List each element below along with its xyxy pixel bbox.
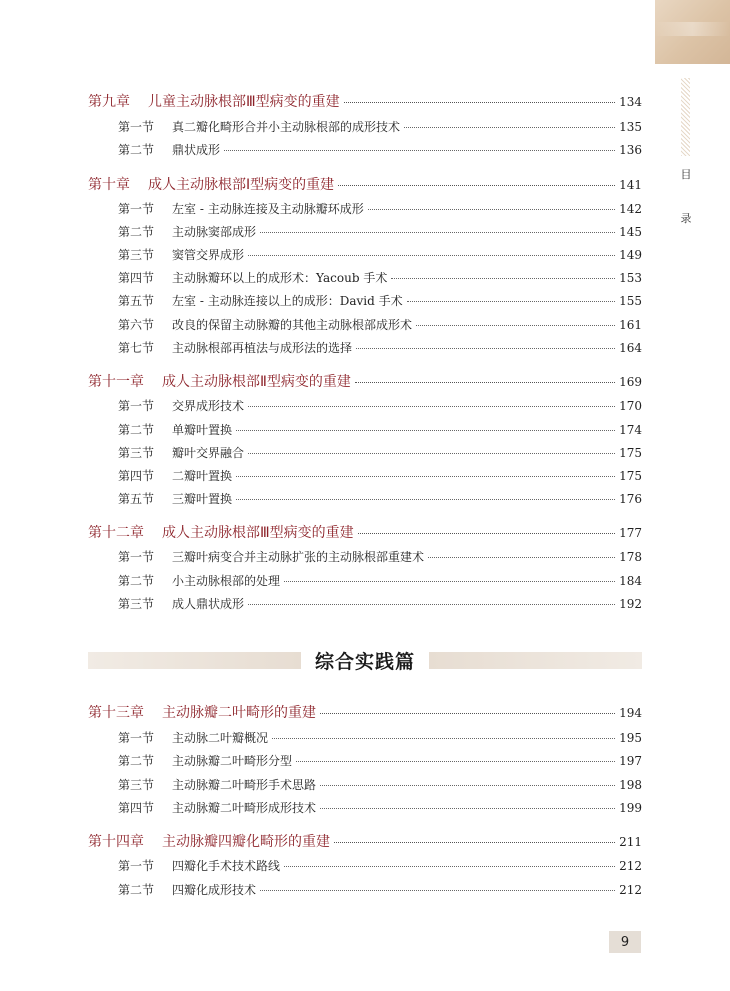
toc-section[interactable] (118, 421, 642, 438)
section-page: 164 (619, 341, 642, 355)
chapter-label: 第十一章 (88, 374, 144, 390)
section-title: 交界成形技术 (172, 399, 245, 413)
section-label: 第三节 (118, 446, 155, 460)
toc-chapter[interactable] (88, 371, 642, 391)
dot-leader (284, 866, 615, 867)
corner-decoration (655, 0, 730, 64)
section-title: 主动脉瓣环以上的成形术：Yacoub 手术 (172, 271, 388, 285)
dot-leader (320, 808, 615, 809)
section-page: 174 (619, 423, 642, 437)
chapter-page: 194 (619, 706, 642, 720)
section-page: 136 (619, 143, 642, 157)
dot-leader (272, 738, 615, 739)
page-number: 9 (609, 931, 641, 953)
section-title: 左室 - 主动脉连接以上的成形：David 手术 (172, 294, 403, 308)
toc-section[interactable] (118, 752, 642, 769)
dot-leader (338, 185, 615, 186)
section-page: 149 (619, 248, 642, 262)
chapter-title: 儿童主动脉根部Ⅲ型病变的重建 (148, 94, 340, 110)
section-title: 窦管交界成形 (172, 248, 245, 262)
dot-leader (416, 325, 615, 326)
dot-leader (248, 604, 615, 605)
chapter-label: 第十四章 (88, 834, 144, 850)
toc-section[interactable] (118, 246, 642, 263)
section-title: 主动脉窦部成形 (172, 225, 257, 239)
section-page: 135 (619, 120, 642, 134)
section-title: 改良的保留主动脉瓣的其他主动脉根部成形术 (172, 318, 413, 332)
toc-section[interactable] (118, 881, 642, 898)
toc-chapter[interactable] (88, 831, 642, 851)
section-page: 198 (619, 778, 642, 792)
part-heading (88, 645, 642, 675)
chapter-page: 169 (619, 375, 642, 389)
section-title: 小主动脉根部的处理 (172, 574, 281, 588)
toc-section[interactable] (118, 548, 642, 565)
side-label-mu: 目 (680, 168, 692, 181)
section-page: 153 (619, 271, 642, 285)
section-label: 第二节 (118, 574, 155, 588)
section-label: 第四节 (118, 469, 155, 483)
section-label: 第五节 (118, 294, 155, 308)
dot-leader (296, 761, 615, 762)
dot-leader (404, 127, 615, 128)
dot-leader (407, 301, 616, 302)
section-label: 第四节 (118, 801, 155, 815)
section-title: 真二瓣化畸形合并小主动脉根部的成形技术 (172, 120, 401, 134)
chapter-title: 主动脉瓣二叶畸形的重建 (162, 705, 316, 721)
dot-leader (355, 382, 615, 383)
dot-leader (248, 453, 615, 454)
side-stripe-decoration (681, 78, 690, 156)
section-label: 第三节 (118, 778, 155, 792)
dot-leader (260, 890, 615, 891)
section-title: 主动脉瓣二叶畸形手术思路 (172, 778, 317, 792)
toc-section[interactable] (118, 857, 642, 874)
toc-section[interactable] (118, 799, 642, 816)
toc-section[interactable] (118, 316, 642, 333)
toc-chapter[interactable] (88, 91, 642, 111)
chapter-label: 第十二章 (88, 525, 144, 541)
section-label: 第三节 (118, 248, 155, 262)
dot-leader (236, 499, 615, 500)
section-label: 第四节 (118, 271, 155, 285)
chapter-page: 134 (619, 95, 642, 109)
chapter-page: 177 (619, 526, 642, 540)
chapter-title: 主动脉瓣四瓣化畸形的重建 (162, 834, 330, 850)
section-page: 195 (619, 731, 642, 745)
dot-leader (248, 406, 615, 407)
section-title: 三瓣叶置换 (172, 492, 233, 506)
part-title: 综合实践篇 (315, 650, 416, 673)
toc-section[interactable] (118, 200, 642, 217)
section-title: 四瓣化手术技术路线 (172, 859, 281, 873)
section-label: 第一节 (118, 120, 155, 134)
toc-section[interactable] (118, 595, 642, 612)
toc-section[interactable] (118, 397, 642, 414)
chapter-title: 成人主动脉根部Ⅱ型病变的重建 (162, 374, 351, 390)
toc-chapter[interactable] (88, 522, 642, 542)
section-label: 第二节 (118, 423, 155, 437)
dot-leader (356, 348, 615, 349)
chapter-page: 211 (619, 835, 642, 849)
toc-section[interactable] (118, 572, 642, 589)
dot-leader (334, 842, 615, 843)
toc-section[interactable] (118, 269, 642, 286)
side-label-lu: 录 (680, 212, 692, 225)
section-title: 主动脉瓣二叶畸形成形技术 (172, 801, 317, 815)
section-label: 第五节 (118, 492, 155, 506)
section-label: 第二节 (118, 754, 155, 768)
toc-section[interactable] (118, 339, 642, 356)
section-label: 第一节 (118, 859, 155, 873)
dot-leader (236, 430, 615, 431)
toc-section[interactable] (118, 118, 642, 135)
toc-section[interactable] (118, 776, 642, 793)
part-heading-bar-right (429, 652, 642, 669)
toc-chapter[interactable] (88, 702, 642, 722)
section-label: 第一节 (118, 399, 155, 413)
section-label: 第一节 (118, 550, 155, 564)
section-title: 主动脉根部再植法与成形法的选择 (172, 341, 353, 355)
dot-leader (224, 150, 615, 151)
section-label: 第二节 (118, 883, 155, 897)
toc-section[interactable] (118, 141, 642, 158)
section-page: 170 (619, 399, 642, 413)
chapter-label: 第九章 (88, 94, 130, 110)
dot-leader (260, 232, 615, 233)
chapter-title: 成人主动脉根部Ⅰ型病变的重建 (148, 177, 335, 193)
toc-section[interactable] (118, 490, 642, 507)
section-title: 鼎状成形 (172, 143, 221, 157)
section-page: 175 (619, 469, 642, 483)
section-page: 145 (619, 225, 642, 239)
section-title: 单瓣叶置换 (172, 423, 233, 437)
dot-leader (236, 476, 615, 477)
dot-leader (428, 557, 615, 558)
section-page: 178 (619, 550, 642, 564)
dot-leader (344, 102, 615, 103)
chapter-label: 第十三章 (88, 705, 144, 721)
section-label: 第二节 (118, 225, 155, 239)
section-page: 212 (619, 883, 642, 897)
section-label: 第二节 (118, 143, 155, 157)
chapter-label: 第十章 (88, 177, 130, 193)
section-page: 199 (619, 801, 642, 815)
section-title: 四瓣化成形技术 (172, 883, 257, 897)
dot-leader (284, 581, 615, 582)
part-heading-bar-left (88, 652, 301, 669)
dot-leader (358, 533, 615, 534)
section-label: 第六节 (118, 318, 155, 332)
section-page: 197 (619, 754, 642, 768)
section-title: 瓣叶交界融合 (172, 446, 245, 460)
dot-leader (391, 278, 615, 279)
chapter-title: 成人主动脉根部Ⅲ型病变的重建 (162, 525, 354, 541)
section-page: 176 (619, 492, 642, 506)
section-title: 左室 - 主动脉连接及主动脉瓣环成形 (172, 202, 364, 216)
toc-chapter[interactable] (88, 174, 642, 194)
section-page: 161 (619, 318, 642, 332)
toc-section[interactable] (118, 223, 642, 240)
section-page: 175 (619, 446, 642, 460)
section-label: 第一节 (118, 202, 155, 216)
section-page: 212 (619, 859, 642, 873)
section-label: 第一节 (118, 731, 155, 745)
dot-leader (320, 785, 615, 786)
dot-leader (248, 255, 615, 256)
dot-leader (320, 713, 615, 714)
toc-section[interactable] (118, 292, 642, 309)
dot-leader (368, 209, 615, 210)
chapter-page: 141 (619, 178, 642, 192)
section-title: 主动脉二叶瓣概况 (172, 731, 269, 745)
section-label: 第七节 (118, 341, 155, 355)
section-page: 155 (619, 294, 642, 308)
toc-section[interactable] (118, 444, 642, 461)
section-label: 第三节 (118, 597, 155, 611)
section-page: 184 (619, 574, 642, 588)
section-title: 成人鼎状成形 (172, 597, 245, 611)
section-title: 二瓣叶置换 (172, 469, 233, 483)
toc-section[interactable] (118, 729, 642, 746)
section-page: 192 (619, 597, 642, 611)
section-page: 142 (619, 202, 642, 216)
section-title: 三瓣叶病变合并主动脉扩张的主动脉根部重建术 (172, 550, 425, 564)
section-title: 主动脉瓣二叶畸形分型 (172, 754, 293, 768)
toc-section[interactable] (118, 467, 642, 484)
